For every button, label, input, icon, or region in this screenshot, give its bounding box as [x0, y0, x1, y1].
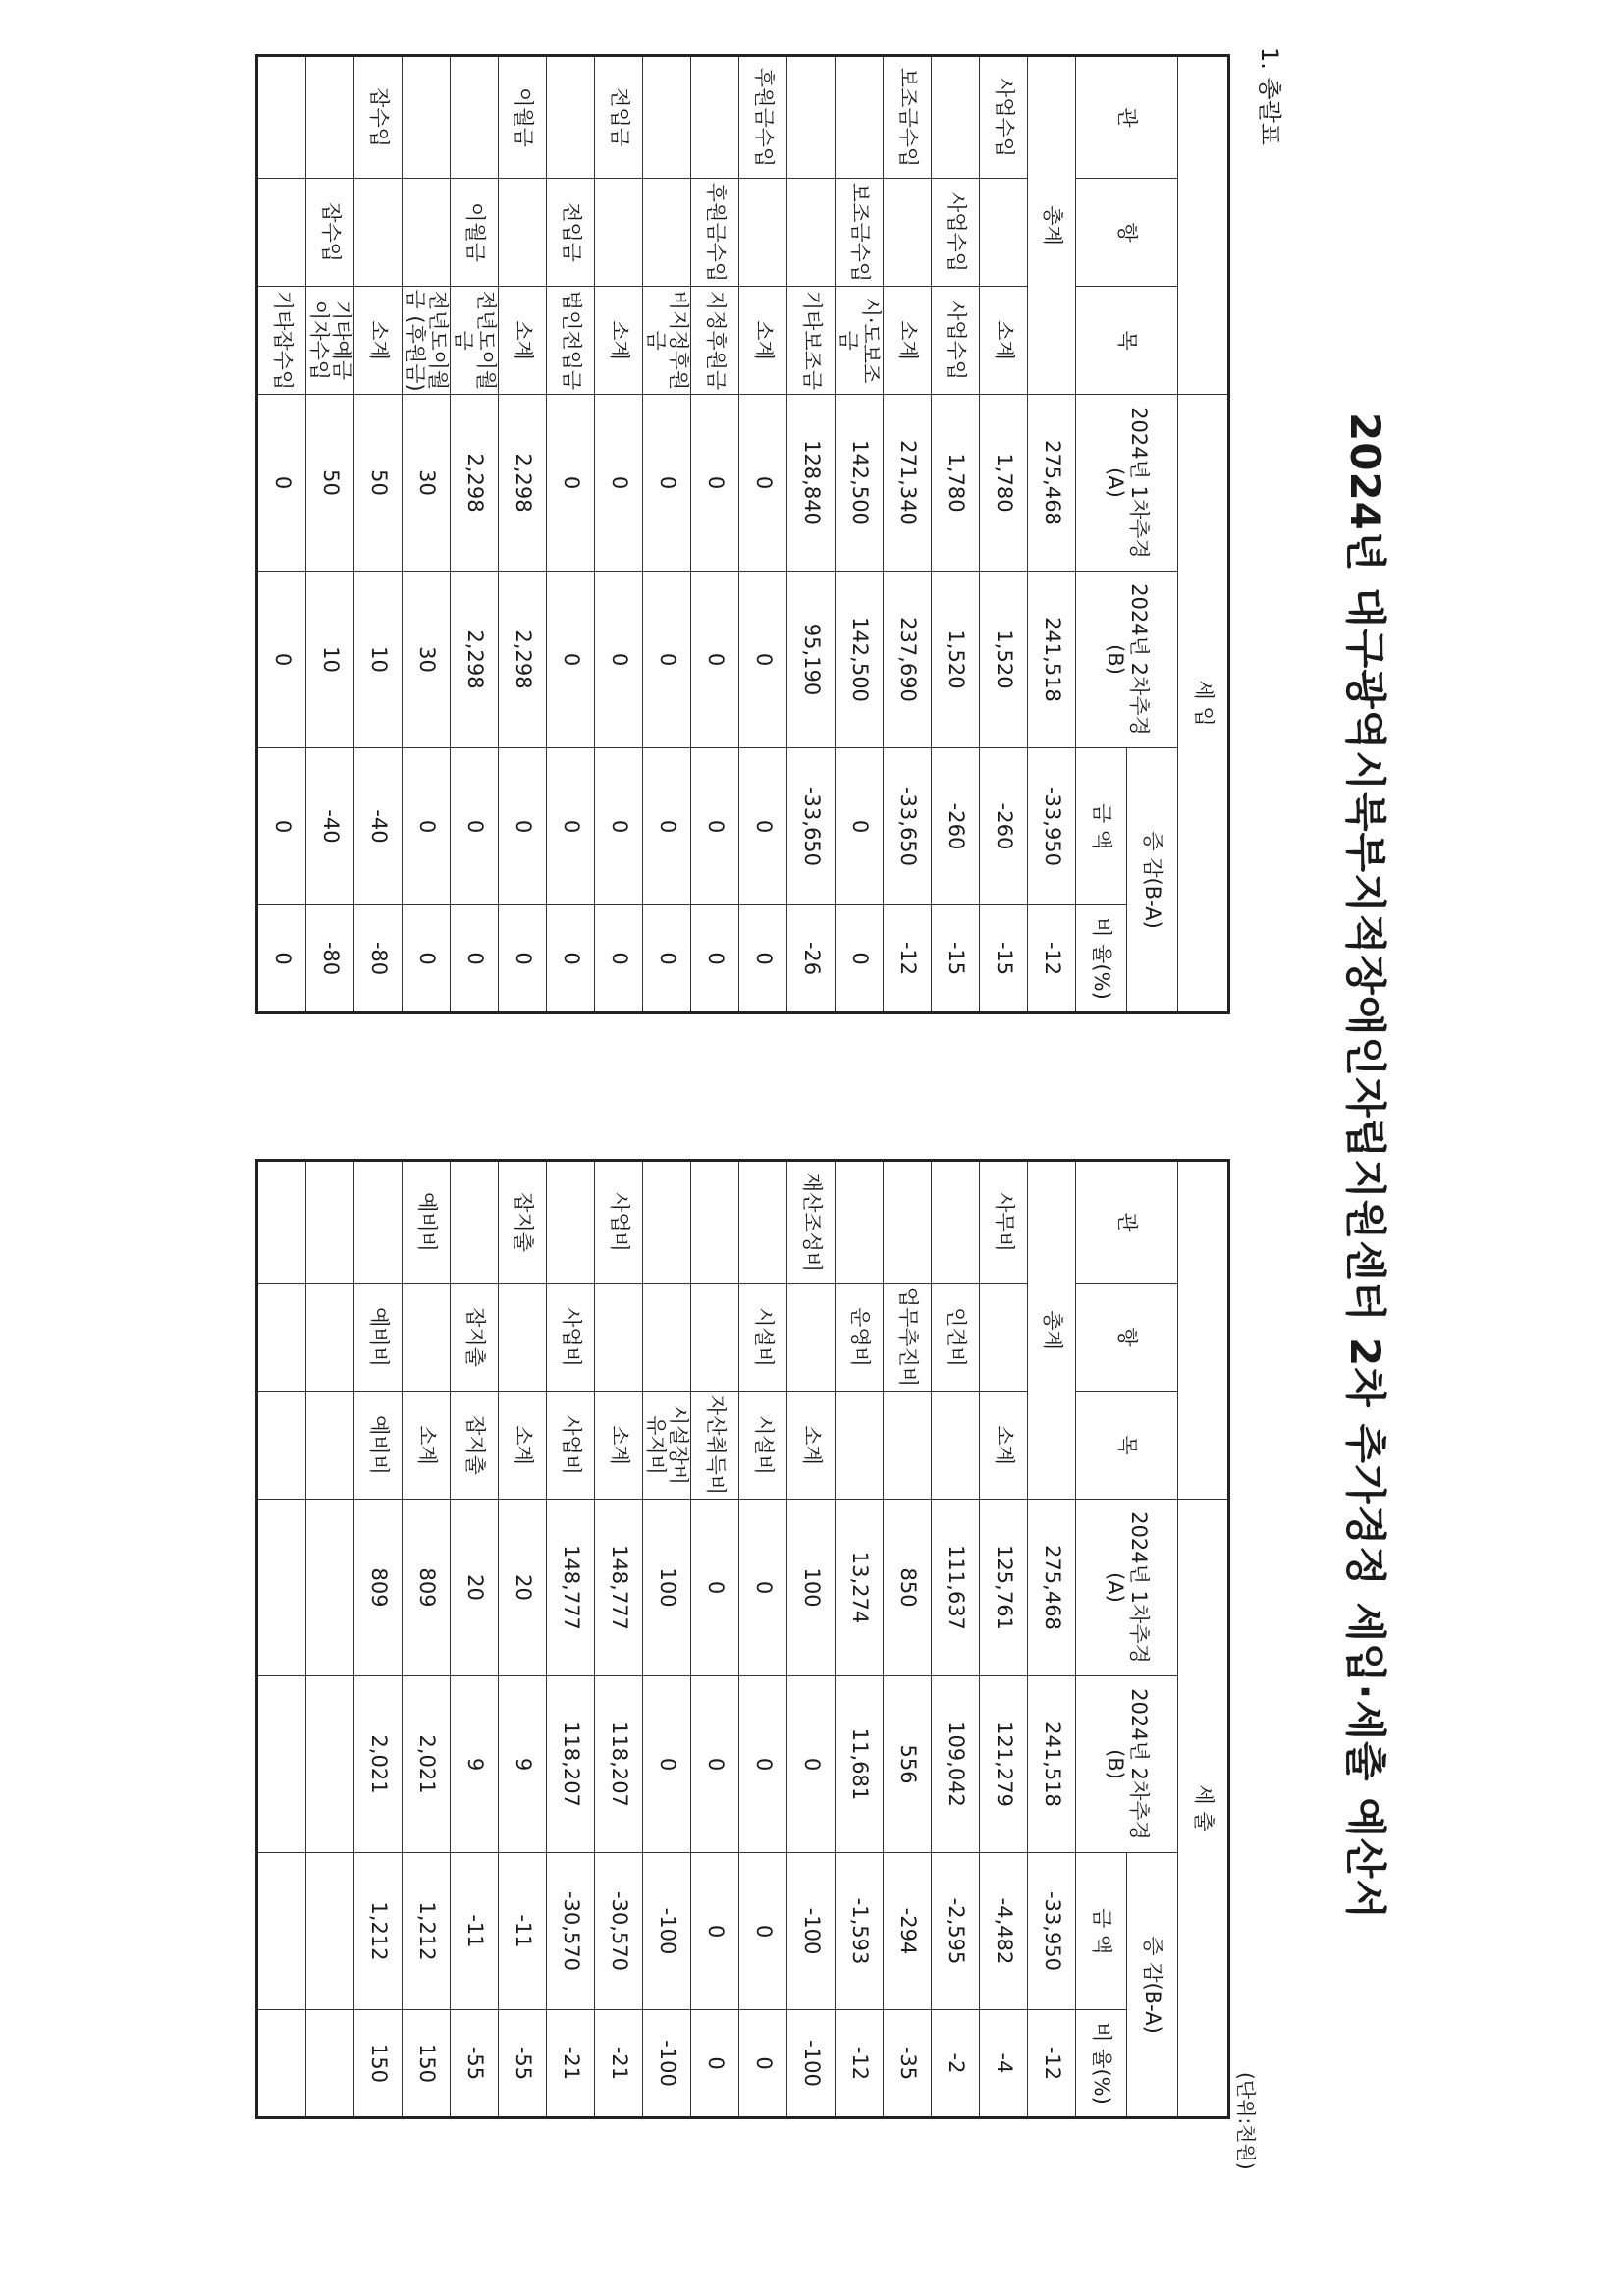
income-budget-b-cell: 0 [739, 572, 787, 748]
expense-mok-cell [836, 1392, 884, 1500]
income-header-col-a: 2024년 1차추경(A) [1076, 395, 1178, 572]
table-row [595, 56, 643, 1013]
income-budget-a-cell: 142,500 [836, 395, 884, 572]
expense-gwan-cell [836, 1161, 884, 1284]
income-budget-a-cell: 0 [257, 395, 306, 572]
expense-budget-a-cell: 850 [884, 1500, 932, 1676]
income-header-col-b: 2024년 2차추경(B) [1076, 572, 1178, 748]
expense-change-ratio-cell [257, 2010, 306, 2118]
expense-budget-b-cell: 0 [643, 1676, 691, 1853]
expense-hang-cell: 예비비 [354, 1284, 403, 1392]
expense-budget-a-cell: 111,637 [932, 1500, 980, 1676]
income-budget-a-cell: 50 [354, 395, 403, 572]
expense-budget-a-cell [306, 1500, 354, 1676]
expense-gwan-cell [257, 1161, 306, 1284]
income-hang-cell [980, 179, 1028, 287]
income-change-ratio-cell: 0 [691, 905, 739, 1013]
table-row [403, 1161, 451, 2118]
expense-mok-cell: 소계 [499, 1392, 547, 1500]
expense-budget-a-cell: 0 [739, 1500, 787, 1676]
income-mok-cell: 비지정후원금 [643, 287, 691, 395]
income-change-ratio-cell: 0 [403, 905, 451, 1013]
income-budget-a-cell: 1,780 [932, 395, 980, 572]
income-change-amount-cell: 0 [739, 748, 787, 905]
expense-total-value: -33,950 [1028, 1853, 1076, 2010]
expense-gwan-cell [547, 1161, 595, 1284]
expense-mok-cell: 소계 [595, 1392, 643, 1500]
income-hang-cell: 이월금 [451, 179, 499, 287]
expense-gwan-cell: 사무비 [980, 1161, 1028, 1284]
expense-mok-cell: 소계 [403, 1392, 451, 1500]
income-hang-cell: 잡수입 [306, 179, 354, 287]
expense-header-col-a: 2024년 1차추경(A) [1076, 1500, 1178, 1676]
expense-change-ratio-cell: -55 [451, 2010, 499, 2118]
expense-hang-cell [306, 1284, 354, 1392]
income-table [255, 54, 1230, 1014]
income-budget-b-cell: 2,298 [451, 572, 499, 748]
income-gwan-cell [643, 56, 691, 179]
expense-mok-cell [884, 1392, 932, 1500]
expense-budget-a-cell: 0 [691, 1500, 739, 1676]
income-group-label: 세 입 [1178, 395, 1229, 1013]
income-hang-cell: 후원금수입 [691, 179, 739, 287]
expense-budget-b-cell: 0 [739, 1676, 787, 1853]
table-row [980, 1161, 1028, 2118]
income-gwan-cell: 이월금 [499, 56, 547, 179]
table-row [691, 56, 739, 1013]
expense-table [255, 1159, 1230, 2119]
income-budget-b-cell: 142,500 [836, 572, 884, 748]
income-budget-a-cell: 30 [403, 395, 451, 572]
income-hang-cell [643, 179, 691, 287]
section-heading: 1. 총괄표 [1256, 47, 1283, 146]
table-row [884, 56, 932, 1013]
income-change-ratio-cell: 0 [643, 905, 691, 1013]
expense-gwan-cell: 재산조성비 [787, 1161, 836, 1284]
income-change-ratio-cell: 0 [257, 905, 306, 1013]
income-header-gwan: 관 [1076, 56, 1178, 179]
income-budget-b-cell: 1,520 [980, 572, 1028, 748]
income-change-amount-cell: -260 [932, 748, 980, 905]
expense-mok-cell: 시설비 [739, 1392, 787, 1500]
expense-header-mok: 목 [1076, 1392, 1178, 1500]
income-header-change: 증 감(B-A) [1127, 748, 1178, 1013]
expense-budget-b-cell: 0 [787, 1676, 836, 1853]
income-mok-cell: 소계 [739, 287, 787, 395]
expense-mok-cell [257, 1392, 306, 1500]
expense-budget-b-cell: 0 [691, 1676, 739, 1853]
expense-budget-b-cell: 121,279 [980, 1676, 1028, 1853]
expense-hang-cell [980, 1284, 1028, 1392]
income-hang-cell [884, 179, 932, 287]
income-budget-b-cell: 2,298 [499, 572, 547, 748]
income-gwan-cell [451, 56, 499, 179]
table-row [499, 1161, 547, 2118]
expense-change-amount-cell: -30,570 [547, 1853, 595, 2010]
income-hang-cell [354, 179, 403, 287]
income-budget-a-cell: 1,780 [980, 395, 1028, 572]
expense-mok-cell: 사업비 [547, 1392, 595, 1500]
expense-hang-cell [787, 1284, 836, 1392]
income-budget-a-cell: 0 [643, 395, 691, 572]
income-total-value: 241,518 [1028, 572, 1076, 748]
income-mok-cell: 사업수입 [932, 287, 980, 395]
table-row [1028, 1161, 1076, 2118]
expense-hang-cell: 시설비 [739, 1284, 787, 1392]
income-change-amount-cell: -260 [980, 748, 1028, 905]
expense-mok-cell: 예비비 [354, 1392, 403, 1500]
income-budget-b-cell: 0 [643, 572, 691, 748]
table-row [836, 1161, 884, 2118]
income-gwan-cell: 사업수입 [980, 56, 1028, 179]
income-budget-b-cell: 237,690 [884, 572, 932, 748]
income-mok-cell: 지정후원금 [691, 287, 739, 395]
expense-gwan-cell [451, 1161, 499, 1284]
income-hang-cell: 보조금수입 [836, 179, 884, 287]
income-change-amount-cell: 0 [547, 748, 595, 905]
expense-budget-a-cell: 20 [499, 1500, 547, 1676]
income-gwan-cell: 잡수입 [354, 56, 403, 179]
table-row [595, 1161, 643, 2118]
income-change-ratio-cell: 0 [836, 905, 884, 1013]
expense-gwan-cell: 사업비 [595, 1161, 643, 1284]
income-budget-b-cell: 1,520 [932, 572, 980, 748]
expense-change-amount-cell [306, 1853, 354, 2010]
expense-budget-b-cell: 2,021 [403, 1676, 451, 1853]
expense-budget-b-cell: 556 [884, 1676, 932, 1853]
income-mok-cell: 기타잡수입 [257, 287, 306, 395]
expense-mok-cell: 잡지출 [451, 1392, 499, 1500]
table-row [932, 56, 980, 1013]
income-change-ratio-cell: -80 [354, 905, 403, 1013]
table-row [354, 1161, 403, 2118]
expense-budget-b-cell: 2,021 [354, 1676, 403, 1853]
income-gwan-cell [257, 56, 306, 179]
expense-mok-cell: 소계 [980, 1392, 1028, 1500]
income-change-amount-cell: 0 [451, 748, 499, 905]
expense-change-amount-cell: -2,595 [932, 1853, 980, 2010]
table-row [451, 1161, 499, 2118]
income-change-ratio-cell: 0 [499, 905, 547, 1013]
expense-change-ratio-cell [306, 2010, 354, 2118]
expense-change-ratio-cell: -12 [836, 2010, 884, 2118]
income-change-amount-cell: 0 [403, 748, 451, 905]
expense-budget-a-cell: 100 [787, 1500, 836, 1676]
expense-hang-cell [499, 1284, 547, 1392]
expense-change-amount-cell: 1,212 [403, 1853, 451, 2010]
expense-total-label: 총계 [1028, 1161, 1076, 1500]
income-header-ratio: 비 율(%) [1076, 905, 1127, 1013]
income-change-amount-cell: -40 [306, 748, 354, 905]
expense-mok-cell: 자산취득비 [691, 1392, 739, 1500]
table-row [932, 1161, 980, 2118]
income-budget-b-cell: 0 [547, 572, 595, 748]
expense-header-blank [1178, 1161, 1229, 1500]
income-change-ratio-cell: -15 [980, 905, 1028, 1013]
table-row [836, 56, 884, 1013]
income-gwan-cell [306, 56, 354, 179]
income-header-blank [1178, 56, 1229, 395]
table-row [643, 56, 691, 1013]
table-row [643, 1161, 691, 2118]
income-change-ratio-cell: -80 [306, 905, 354, 1013]
expense-budget-a-cell: 100 [643, 1500, 691, 1676]
expense-change-amount-cell: 1,212 [354, 1853, 403, 2010]
income-mok-cell: 전년도이월금 [451, 287, 499, 395]
income-hang-cell [403, 179, 451, 287]
income-mok-cell: 소계 [499, 287, 547, 395]
expense-budget-b-cell: 109,042 [932, 1676, 980, 1853]
expense-budget-a-cell: 148,777 [595, 1500, 643, 1676]
expense-change-amount-cell: -294 [884, 1853, 932, 2010]
table-row [499, 56, 547, 1013]
expense-budget-a-cell: 809 [354, 1500, 403, 1676]
income-budget-b-cell: 10 [354, 572, 403, 748]
income-hang-cell [595, 179, 643, 287]
expense-change-ratio-cell: 0 [739, 2010, 787, 2118]
income-gwan-cell [932, 56, 980, 179]
income-mok-cell: 소계 [980, 287, 1028, 395]
expense-change-amount-cell: -11 [499, 1853, 547, 2010]
income-total-value: -12 [1028, 905, 1076, 1013]
expense-hang-cell [643, 1284, 691, 1392]
income-change-ratio-cell: 0 [595, 905, 643, 1013]
expense-header-ratio: 비 율(%) [1076, 2010, 1127, 2118]
expense-hang-cell [691, 1284, 739, 1392]
expense-gwan-cell [739, 1161, 787, 1284]
income-budget-a-cell: 271,340 [884, 395, 932, 572]
income-change-ratio-cell: 0 [739, 905, 787, 1013]
expense-change-ratio-cell: 0 [691, 2010, 739, 2118]
expense-budget-a-cell: 13,274 [836, 1500, 884, 1676]
document-title: 2024년 대구광역시북부지적장애인자립지원센터 2차 추가경정 세입·세출 예산서 [1341, 412, 1389, 1920]
expense-hang-cell: 잡지출 [451, 1284, 499, 1392]
income-budget-b-cell: 0 [257, 572, 306, 748]
income-change-amount-cell: 0 [691, 748, 739, 905]
table-row [306, 1161, 354, 2118]
expense-total-value: -12 [1028, 2010, 1076, 2118]
table-row [306, 56, 354, 1013]
income-change-amount-cell: -33,650 [787, 748, 836, 905]
expense-mok-cell: 소계 [787, 1392, 836, 1500]
expense-mok-cell [932, 1392, 980, 1500]
income-total-value: -33,950 [1028, 748, 1076, 905]
expense-change-amount-cell: -30,570 [595, 1853, 643, 2010]
income-mok-cell: 소계 [884, 287, 932, 395]
table-row [257, 1161, 306, 2118]
expense-change-ratio-cell: -35 [884, 2010, 932, 2118]
table-row [739, 1161, 787, 2118]
table-row [451, 56, 499, 1013]
income-change-ratio-cell: 0 [547, 905, 595, 1013]
income-mok-cell: 소계 [595, 287, 643, 395]
table-row [787, 56, 836, 1013]
expense-header-amount: 금 액 [1076, 1853, 1127, 2010]
expense-gwan-cell [691, 1161, 739, 1284]
income-change-amount-cell: 0 [643, 748, 691, 905]
expense-gwan-cell [306, 1161, 354, 1284]
income-gwan-cell: 후원금수입 [739, 56, 787, 179]
income-budget-a-cell: 50 [306, 395, 354, 572]
expense-change-ratio-cell: 150 [354, 2010, 403, 2118]
expense-change-amount-cell [257, 1853, 306, 2010]
income-budget-b-cell: 30 [403, 572, 451, 748]
expense-budget-a-cell: 125,761 [980, 1500, 1028, 1676]
table-row [787, 1161, 836, 2118]
table-row [547, 1161, 595, 2118]
expense-change-ratio-cell: 150 [403, 2010, 451, 2118]
expense-hang-cell: 운영비 [836, 1284, 884, 1392]
income-budget-b-cell: 10 [306, 572, 354, 748]
income-header-hang: 항 [1076, 179, 1178, 287]
expense-hang-cell: 인건비 [932, 1284, 980, 1392]
income-budget-a-cell: 0 [547, 395, 595, 572]
expense-budget-a-cell [257, 1500, 306, 1676]
income-header-amount: 금 액 [1076, 748, 1127, 905]
income-budget-b-cell: 95,190 [787, 572, 836, 748]
income-budget-b-cell: 0 [691, 572, 739, 748]
expense-budget-b-cell: 118,207 [595, 1676, 643, 1853]
expense-change-amount-cell: -4,482 [980, 1853, 1028, 2010]
income-budget-b-cell: 0 [595, 572, 643, 748]
income-total-value: 275,468 [1028, 395, 1076, 572]
expense-change-amount-cell: 0 [691, 1853, 739, 2010]
income-change-amount-cell: 0 [499, 748, 547, 905]
income-gwan-cell [836, 56, 884, 179]
expense-budget-b-cell: 118,207 [547, 1676, 595, 1853]
expense-header-gwan: 관 [1076, 1161, 1178, 1284]
expense-change-amount-cell: -100 [643, 1853, 691, 2010]
income-budget-a-cell: 0 [691, 395, 739, 572]
expense-budget-a-cell: 148,777 [547, 1500, 595, 1676]
income-change-ratio-cell: -26 [787, 905, 836, 1013]
table-row [257, 56, 306, 1013]
expense-gwan-cell: 예비비 [403, 1161, 451, 1284]
income-budget-a-cell: 0 [739, 395, 787, 572]
expense-group-label: 세 출 [1178, 1500, 1229, 2118]
income-hang-cell [499, 179, 547, 287]
expense-hang-cell [257, 1284, 306, 1392]
expense-budget-b-cell: 9 [451, 1676, 499, 1853]
expense-gwan-cell [643, 1161, 691, 1284]
expense-change-ratio-cell: -100 [787, 2010, 836, 2118]
income-change-amount-cell: -40 [354, 748, 403, 905]
income-gwan-cell [403, 56, 451, 179]
income-total-label: 총계 [1028, 56, 1076, 395]
expense-hang-cell: 사업비 [547, 1284, 595, 1392]
unit-note: (단위:천원) [1234, 2072, 1258, 2170]
expense-change-ratio-cell: -21 [595, 2010, 643, 2118]
table-row [547, 56, 595, 1013]
expense-header-hang: 항 [1076, 1284, 1178, 1392]
expense-budget-b-cell: 9 [499, 1676, 547, 1853]
expense-mok-cell [306, 1392, 354, 1500]
table-row [884, 1161, 932, 2118]
expense-budget-b-cell [257, 1676, 306, 1853]
expense-change-amount-cell: -11 [451, 1853, 499, 2010]
expense-change-ratio-cell: -55 [499, 2010, 547, 2118]
income-change-amount-cell: 0 [257, 748, 306, 905]
income-hang-cell [257, 179, 306, 287]
income-mok-cell: 기타보조금 [787, 287, 836, 395]
expense-gwan-cell [354, 1161, 403, 1284]
income-budget-a-cell: 0 [595, 395, 643, 572]
income-change-amount-cell: 0 [595, 748, 643, 905]
income-hang-cell: 사업수입 [932, 179, 980, 287]
table-row [739, 56, 787, 1013]
income-mok-cell: 법인전입금 [547, 287, 595, 395]
income-budget-a-cell: 128,840 [787, 395, 836, 572]
income-mok-cell: 시·도보조금 [836, 287, 884, 395]
expense-mok-cell: 시설장비 유지비 [643, 1392, 691, 1500]
expense-change-ratio-cell: -4 [980, 2010, 1028, 2118]
expense-gwan-cell [884, 1161, 932, 1284]
table-row [980, 56, 1028, 1013]
income-budget-a-cell: 2,298 [451, 395, 499, 572]
income-hang-cell [787, 179, 836, 287]
income-change-amount-cell: -33,650 [884, 748, 932, 905]
table-row [354, 56, 403, 1013]
expense-header-change: 증 감(B-A) [1127, 1853, 1178, 2118]
expense-change-amount-cell: -1,593 [836, 1853, 884, 2010]
table-row [1028, 56, 1076, 1013]
expense-header-col-b: 2024년 2차추경(B) [1076, 1676, 1178, 1853]
expense-change-ratio-cell: -21 [547, 2010, 595, 2118]
expense-hang-cell: 업무추진비 [884, 1284, 932, 1392]
expense-budget-a-cell: 20 [451, 1500, 499, 1676]
income-header-mok: 목 [1076, 287, 1178, 395]
income-hang-cell [739, 179, 787, 287]
expense-change-amount-cell: -100 [787, 1853, 836, 2010]
income-budget-a-cell: 2,298 [499, 395, 547, 572]
income-mok-cell: 소계 [354, 287, 403, 395]
income-hang-cell: 전입금 [547, 179, 595, 287]
expense-budget-a-cell: 809 [403, 1500, 451, 1676]
income-change-ratio-cell: 0 [451, 905, 499, 1013]
income-change-amount-cell: 0 [836, 748, 884, 905]
expense-budget-b-cell [306, 1676, 354, 1853]
expense-change-ratio-cell: -100 [643, 2010, 691, 2118]
expense-total-value: 275,468 [1028, 1500, 1076, 1676]
table-row [691, 1161, 739, 2118]
expense-hang-cell [403, 1284, 451, 1392]
income-mok-cell: 기타예금 이자수입 [306, 287, 354, 395]
expense-gwan-cell: 잡지출 [499, 1161, 547, 1284]
income-gwan-cell: 전입금 [595, 56, 643, 179]
expense-change-ratio-cell: -2 [932, 2010, 980, 2118]
income-gwan-cell [547, 56, 595, 179]
income-gwan-cell: 보조금수입 [884, 56, 932, 179]
income-change-ratio-cell: -15 [932, 905, 980, 1013]
expense-total-value: 241,518 [1028, 1676, 1076, 1853]
expense-gwan-cell [932, 1161, 980, 1284]
income-gwan-cell [691, 56, 739, 179]
income-change-ratio-cell: -12 [884, 905, 932, 1013]
income-gwan-cell [787, 56, 836, 179]
expense-hang-cell [595, 1284, 643, 1392]
table-row [403, 56, 451, 1013]
expense-budget-b-cell: 11,681 [836, 1676, 884, 1853]
income-mok-cell: 전년도이월금 (후원금) [403, 287, 451, 395]
expense-change-amount-cell: 0 [739, 1853, 787, 2010]
